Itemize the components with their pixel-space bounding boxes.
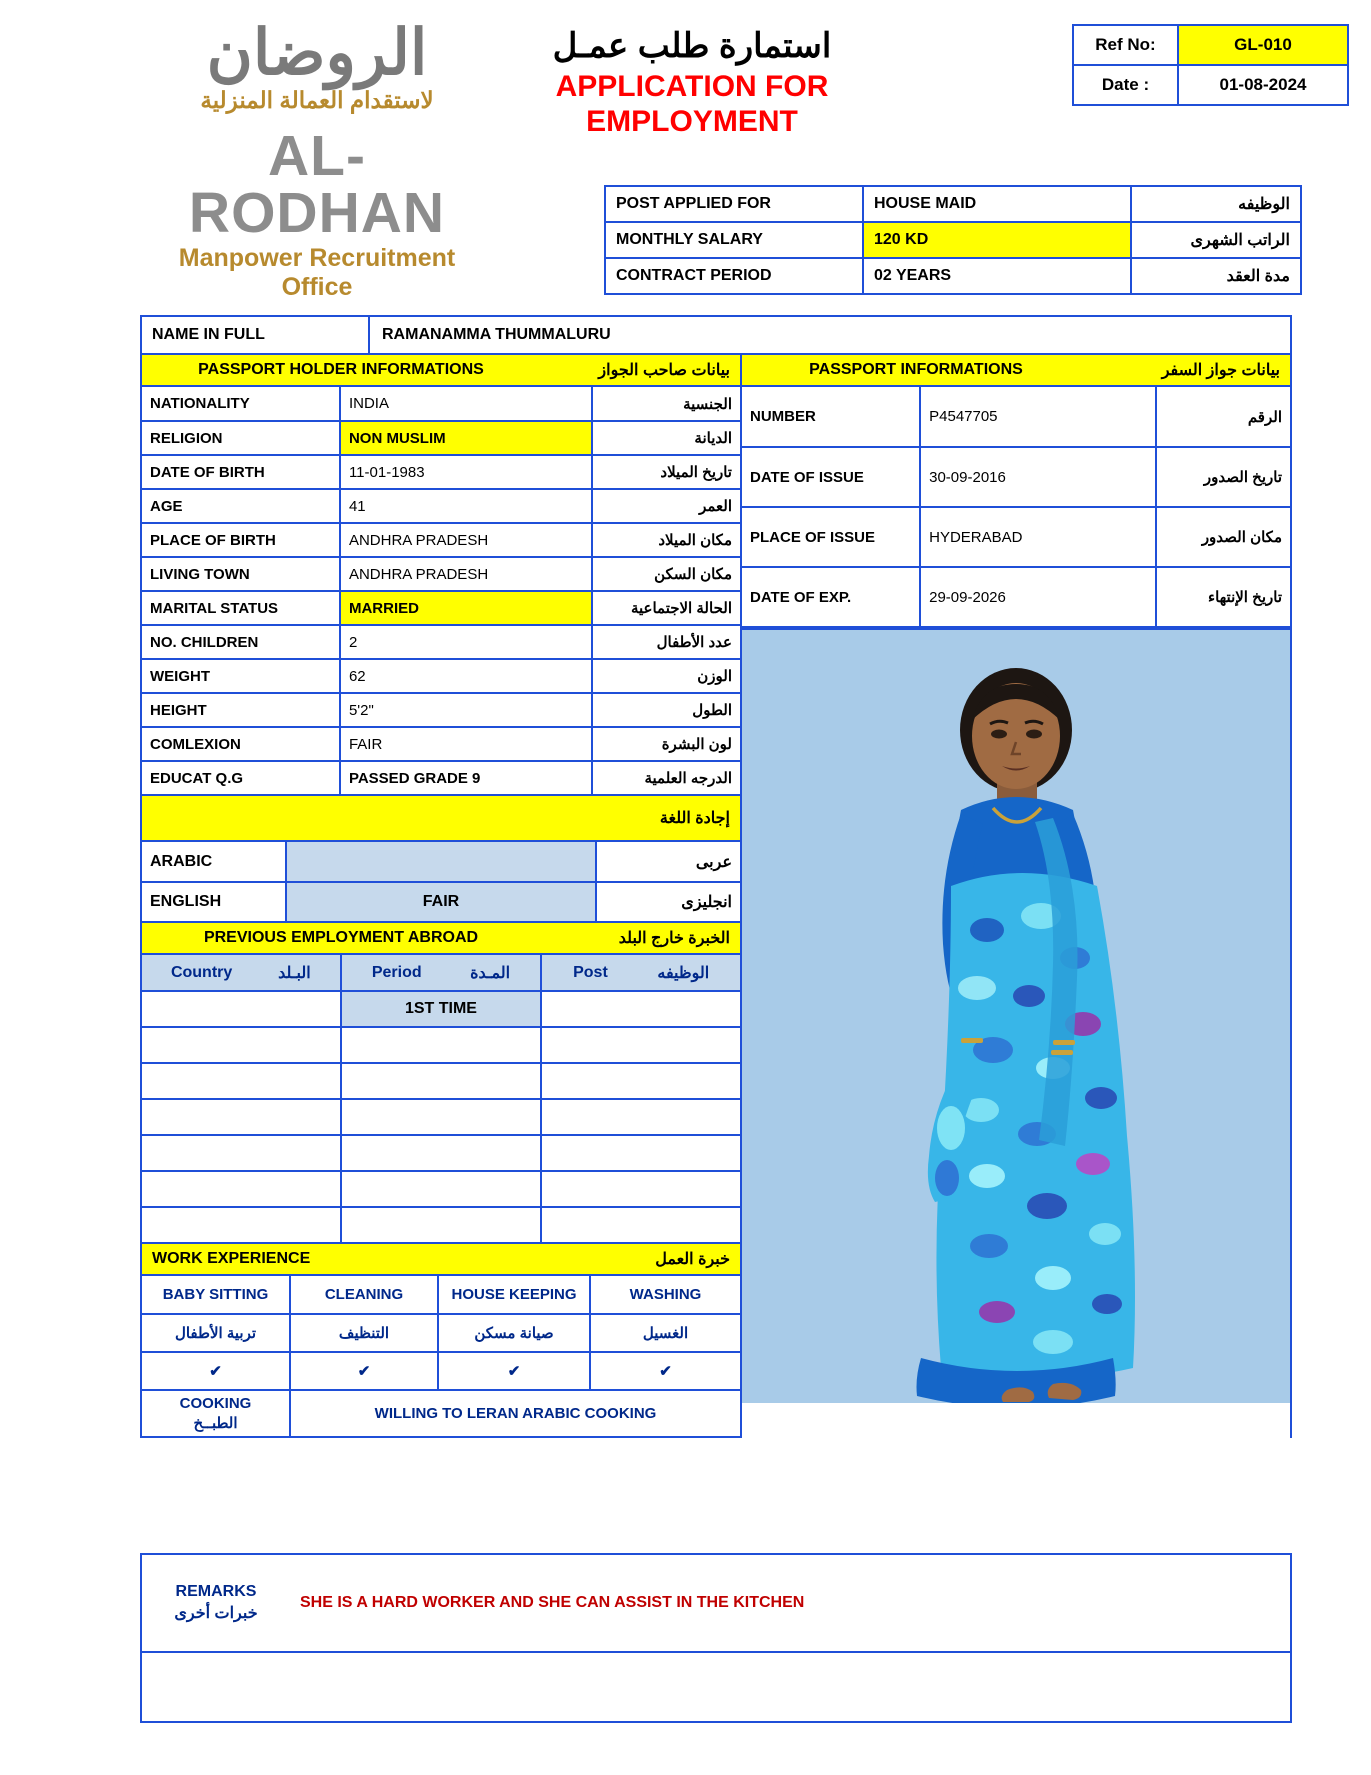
no-children-label: NO. CHILDREN <box>142 625 340 659</box>
post-applied-value: HOUSE MAID <box>863 186 1131 222</box>
table-row <box>142 727 740 761</box>
prev-country-cell <box>142 991 341 1027</box>
place-of-issue-value: HYDERABAD <box>920 507 1156 567</box>
date-of-birth-value: 11-01-1983 <box>340 455 592 489</box>
age-label-ar: العمر <box>592 489 740 523</box>
company-logo <box>22 10 492 302</box>
date-of-issue-value: 30-09-2016 <box>920 447 1156 507</box>
english-label: ENGLISH <box>142 882 286 922</box>
table-row <box>142 625 740 659</box>
skill-baby-sitting-ar: تربية الأطفال <box>142 1314 290 1352</box>
date-of-issue-label-ar: تاريخ الصدور <box>1156 447 1290 507</box>
prev-post-cell <box>541 1207 740 1243</box>
prev-first-time-note: 1ST TIME <box>341 991 542 1027</box>
table-row <box>742 507 1290 567</box>
skill-washing-ar: الغسيل <box>590 1314 740 1352</box>
complexion-label-ar: لون البشرة <box>592 727 740 761</box>
col-post-ar: الوظيفه <box>657 964 710 982</box>
height-value: 5'2" <box>340 693 592 727</box>
contract-period-label-ar: مدة العقد <box>1131 258 1301 294</box>
religion-value: NON MUSLIM <box>340 421 592 455</box>
logo-arabic-text: الروضان <box>206 18 428 88</box>
living-town-label-ar: مكان السكن <box>592 557 740 591</box>
height-label: HEIGHT <box>142 693 340 727</box>
weight-value: 62 <box>340 659 592 693</box>
main-form-body <box>140 315 1292 1438</box>
age-value: 41 <box>340 489 592 523</box>
col-period-ar: المـدة <box>470 964 511 982</box>
left-column <box>142 355 742 1438</box>
arabic-label: ARABIC <box>142 842 286 882</box>
passport-holder-table <box>142 387 740 796</box>
prev-post-cell <box>541 1063 740 1099</box>
logo-arabic-subtitle: لاستقدام العمالة المنزلية <box>200 87 434 113</box>
education-value: PASSED GRADE 9 <box>340 761 592 795</box>
table-row <box>142 489 740 523</box>
nationality-value: INDIA <box>340 387 592 421</box>
passport-info-band-en: PASSPORT INFORMATIONS <box>809 361 1023 378</box>
col-country-en: Country <box>170 963 233 981</box>
table-row <box>142 842 740 882</box>
remarks-text: SHE IS A HARD WORKER AND SHE CAN ASSIST IN THE KITCHEN <box>300 1594 805 1611</box>
religion-label-ar: الديانة <box>592 421 740 455</box>
language-table <box>142 842 740 923</box>
form-title-arabic: استمارة طلب عمـل <box>552 27 832 65</box>
table-row <box>142 591 740 625</box>
skill-cleaning-ar: التنظيف <box>290 1314 438 1352</box>
col-post <box>541 955 740 991</box>
remarks-label-en: REMARKS <box>175 1583 257 1601</box>
marital-status-value: MARRIED <box>340 591 592 625</box>
reference-block <box>1072 24 1349 106</box>
col-post-en: Post <box>573 963 608 981</box>
place-of-issue-label-ar: مكان الصدور <box>1156 507 1290 567</box>
remarks-section <box>140 1553 1292 1653</box>
date-of-issue-label: DATE OF ISSUE <box>742 447 920 507</box>
date-row <box>1073 65 1348 105</box>
date-of-expiry-label: DATE OF EXP. <box>742 567 920 627</box>
table-row <box>142 1207 740 1243</box>
education-label-ar: الدرجه العلمية <box>592 761 740 795</box>
logo-english-text: AL-RODHAN <box>188 124 446 245</box>
table-row <box>142 421 740 455</box>
table-row <box>742 447 1290 507</box>
remarks-label <box>142 1581 290 1624</box>
arabic-level-value <box>286 842 595 882</box>
col-country-ar: البـلد <box>278 964 311 982</box>
skill-house-keeping-ar: صيانة مسكن <box>438 1314 590 1352</box>
logo-english-subtitle: Manpower Recruitment Office <box>178 244 456 301</box>
religion-label: RELIGION <box>142 421 340 455</box>
living-town-label: LIVING TOWN <box>142 557 340 591</box>
living-town-value: ANDHRA PRADESH <box>340 557 592 591</box>
english-level-value: FAIR <box>286 882 595 922</box>
applicant-photo <box>742 628 1290 1403</box>
ref-no-label: Ref No: <box>1073 25 1178 65</box>
marital-status-label-ar: الحالة الاجتماعية <box>592 591 740 625</box>
table-row <box>742 387 1290 447</box>
table-row <box>142 693 740 727</box>
complexion-label: COMLEXION <box>142 727 340 761</box>
skill-washing-check-icon: ✔ <box>590 1352 740 1390</box>
table-row <box>142 387 740 421</box>
passport-number-label: NUMBER <box>742 387 920 447</box>
cooking-label-ar: الطبــخ <box>193 1414 238 1432</box>
skill-baby-sitting-en: BABY SITTING <box>142 1276 290 1314</box>
table-row <box>142 1171 740 1207</box>
passport-info-band-ar: بيانات جواز السفر <box>1161 362 1280 379</box>
table-row <box>142 882 740 922</box>
prev-country-cell <box>142 1063 341 1099</box>
place-of-birth-label: PLACE OF BIRTH <box>142 523 340 557</box>
monthly-salary-value: 120 KD <box>863 222 1131 258</box>
passport-number-value: P4547705 <box>920 387 1156 447</box>
table-row <box>142 455 740 489</box>
date-of-expiry-value: 29-09-2026 <box>920 567 1156 627</box>
passport-holder-band <box>142 355 740 387</box>
table-row <box>142 1063 740 1099</box>
prev-period-cell <box>341 1099 542 1135</box>
no-children-value: 2 <box>340 625 592 659</box>
prev-country-cell <box>142 1207 341 1243</box>
weight-label-ar: الوزن <box>592 659 740 693</box>
skill-baby-sitting-check-icon: ✔ <box>142 1352 290 1390</box>
ref-no-value: GL-010 <box>1178 25 1348 65</box>
place-of-issue-label: PLACE OF ISSUE <box>742 507 920 567</box>
table-row <box>742 567 1290 627</box>
prev-period-cell <box>341 1171 542 1207</box>
contract-period-value: 02 YEARS <box>863 258 1131 294</box>
table-row <box>142 1099 740 1135</box>
language-band-ar: إجادة اللغة <box>659 810 730 827</box>
prev-post-cell <box>541 1099 740 1135</box>
arabic-label-ar: عربى <box>596 842 740 882</box>
table-row <box>605 258 1301 294</box>
work-experience-band-ar: خبرة العمل <box>655 1251 730 1268</box>
skill-cleaning-en: CLEANING <box>290 1276 438 1314</box>
table-row <box>142 761 740 795</box>
name-in-full-row <box>142 317 1290 355</box>
prev-period-cell <box>341 1135 542 1171</box>
table-row <box>142 557 740 591</box>
prev-period-cell <box>341 1063 542 1099</box>
previous-employment-band <box>142 923 740 955</box>
work-experience-band <box>142 1244 740 1276</box>
contract-period-label: CONTRACT PERIOD <box>605 258 863 294</box>
date-of-expiry-label-ar: تاريخ الإنتهاء <box>1156 567 1290 627</box>
prev-country-cell <box>142 1027 341 1063</box>
table-row <box>605 222 1301 258</box>
work-experience-table <box>142 1276 740 1438</box>
passport-holder-band-en: PASSPORT HOLDER INFORMATIONS <box>198 361 484 378</box>
prev-period-cell <box>341 1027 542 1063</box>
age-label: AGE <box>142 489 340 523</box>
monthly-salary-label-ar: الراتب الشهرى <box>1131 222 1301 258</box>
passport-info-band <box>742 355 1290 387</box>
prev-post-cell <box>541 1171 740 1207</box>
table-row <box>142 1314 740 1352</box>
col-country <box>142 955 341 991</box>
table-header-row <box>142 955 740 991</box>
passport-number-label-ar: الرقم <box>1156 387 1290 447</box>
form-title-english: APPLICATION FOR EMPLOYMENT <box>555 70 829 138</box>
table-row <box>142 1390 740 1437</box>
footer-strip <box>140 1653 1292 1723</box>
col-period-en: Period <box>371 963 422 981</box>
table-row <box>142 523 740 557</box>
post-applied-label: POST APPLIED FOR <box>605 186 863 222</box>
complexion-value: FAIR <box>340 727 592 761</box>
cooking-label <box>142 1390 290 1437</box>
prev-country-cell <box>142 1099 341 1135</box>
marital-status-label: MARITAL STATUS <box>142 591 340 625</box>
table-row <box>142 991 740 1027</box>
name-in-full-label: NAME IN FULL <box>142 317 370 353</box>
right-column <box>742 355 1290 1438</box>
previous-employment-band-en: PREVIOUS EMPLOYMENT ABROAD <box>203 929 479 946</box>
prev-period-cell <box>341 1207 542 1243</box>
place-of-birth-label-ar: مكان الميلاد <box>592 523 740 557</box>
prev-post-cell <box>541 1135 740 1171</box>
nationality-label-ar: الجنسية <box>592 387 740 421</box>
place-of-birth-value: ANDHRA PRADESH <box>340 523 592 557</box>
work-experience-band-en: WORK EXPERIENCE <box>152 1250 311 1267</box>
table-row <box>142 1276 740 1314</box>
table-row <box>605 186 1301 222</box>
prev-post-cell <box>541 991 740 1027</box>
skill-washing-en: WASHING <box>590 1276 740 1314</box>
nationality-label: NATIONALITY <box>142 387 340 421</box>
monthly-salary-label: MONTHLY SALARY <box>605 222 863 258</box>
name-in-full-value: RAMANAMMA THUMMALURU <box>382 326 611 343</box>
skill-cleaning-check-icon: ✔ <box>290 1352 438 1390</box>
remarks-label-ar: خبرات أخرى <box>174 1605 258 1622</box>
prev-country-cell <box>142 1171 341 1207</box>
cooking-label-en: COOKING <box>179 1395 252 1412</box>
table-row <box>142 1027 740 1063</box>
weight-label: WEIGHT <box>142 659 340 693</box>
date-of-birth-label-ar: تاريخ الميلاد <box>592 455 740 489</box>
prev-post-cell <box>541 1027 740 1063</box>
table-row <box>142 1352 740 1390</box>
skill-house-keeping-check-icon: ✔ <box>438 1352 590 1390</box>
form-title <box>492 10 892 139</box>
passport-holder-band-ar: بيانات صاحب الجواز <box>598 362 730 379</box>
previous-employment-table <box>142 955 740 1244</box>
post-applied-table <box>604 185 1302 295</box>
skill-house-keeping-en: HOUSE KEEPING <box>438 1276 590 1314</box>
no-children-label-ar: عدد الأطفال <box>592 625 740 659</box>
cooking-value: WILLING TO LERAN ARABIC COOKING <box>290 1390 740 1437</box>
applicant-photo-illustration <box>801 658 1231 1403</box>
language-band <box>142 796 740 842</box>
passport-info-table <box>742 387 1290 628</box>
col-period <box>341 955 542 991</box>
height-label-ar: الطول <box>592 693 740 727</box>
prev-country-cell <box>142 1135 341 1171</box>
ref-no-row <box>1073 25 1348 65</box>
previous-employment-band-ar: الخبرة خارج البلد <box>618 930 730 947</box>
date-of-birth-label: DATE OF BIRTH <box>142 455 340 489</box>
table-row <box>142 659 740 693</box>
post-applied-label-ar: الوظيفه <box>1131 186 1301 222</box>
english-label-ar: انجليزى <box>596 882 740 922</box>
education-label: EDUCAT Q.G <box>142 761 340 795</box>
date-label: Date : <box>1073 65 1178 105</box>
table-row <box>142 1135 740 1171</box>
date-value: 01-08-2024 <box>1178 65 1348 105</box>
